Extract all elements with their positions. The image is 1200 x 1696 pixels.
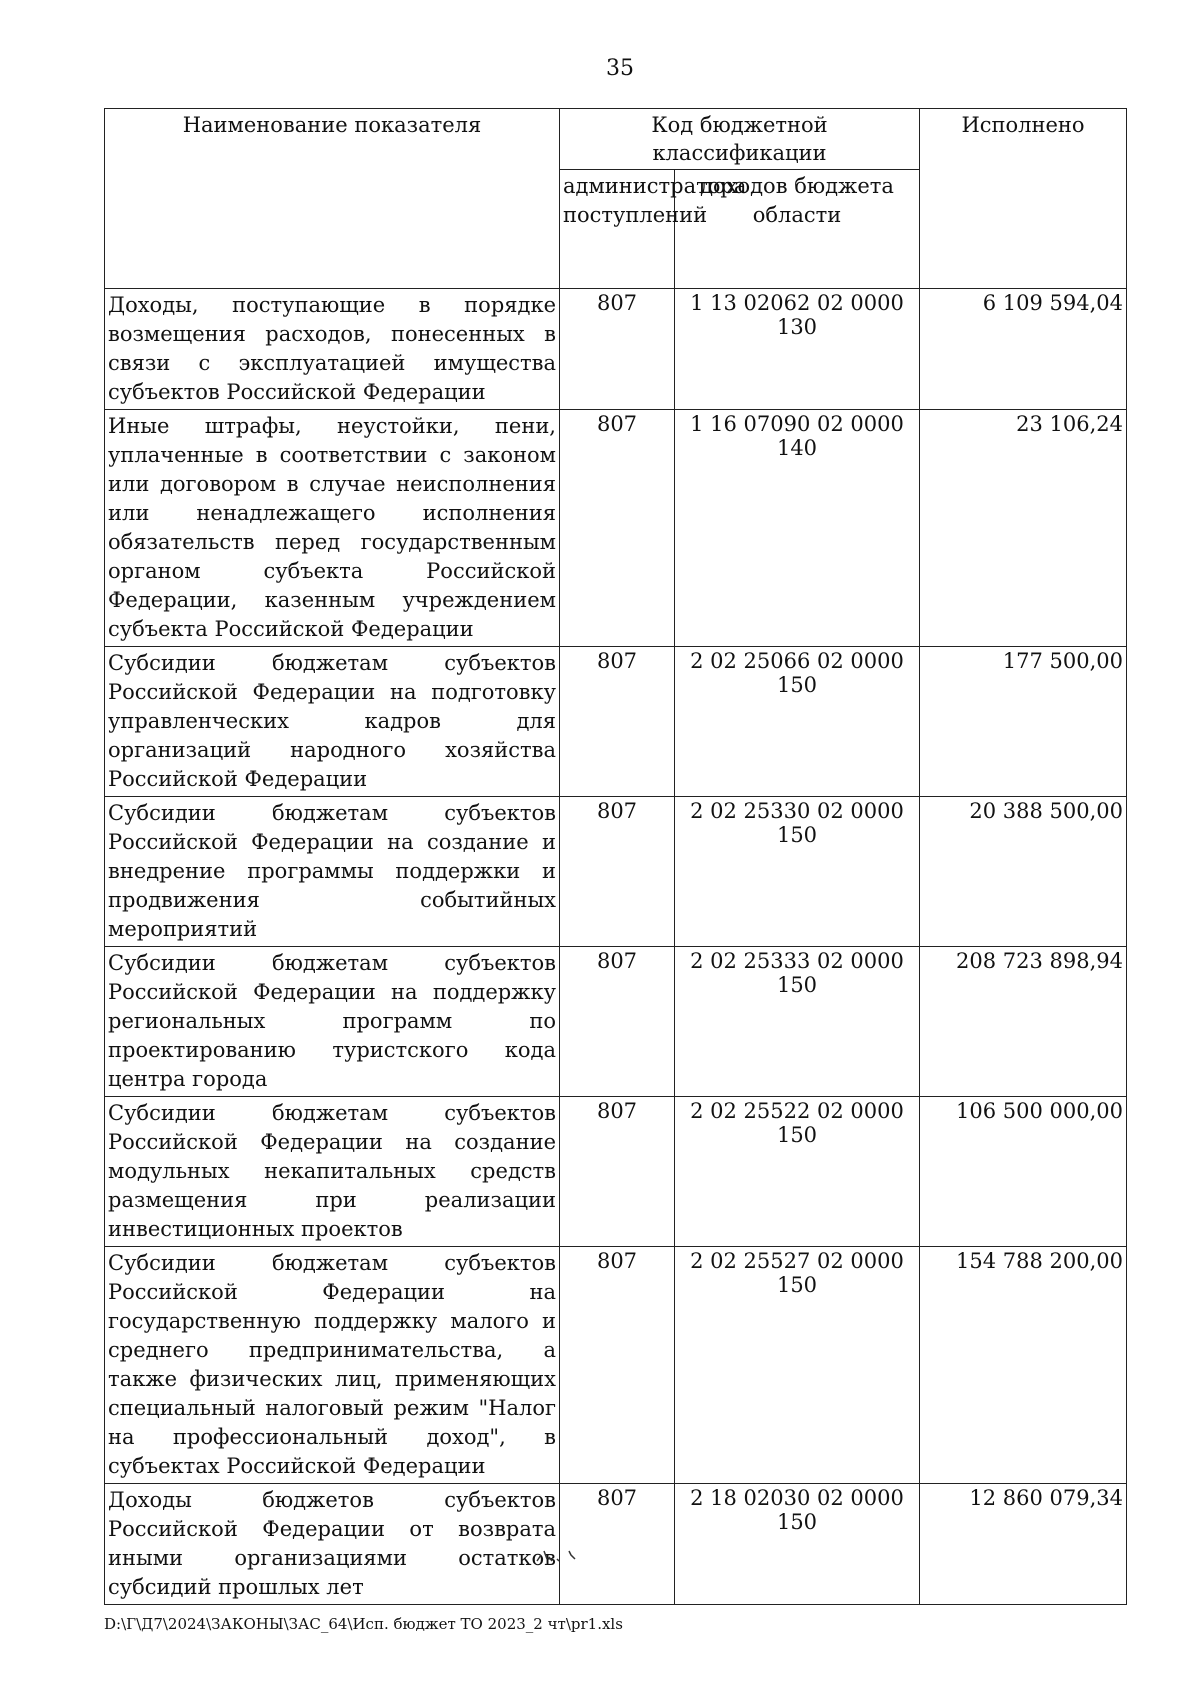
table-row — [105, 289, 1127, 410]
header-row-1 — [105, 109, 1127, 170]
header-name: Наименование показателя — [105, 109, 560, 289]
header-code-group: Код бюджетной классификации — [560, 109, 920, 170]
row-executed: 20 388 500,00 — [920, 797, 1127, 947]
page-number: 35 — [606, 56, 634, 81]
row-executed: 6 109 594,04 — [920, 289, 1127, 410]
row-admin-code: 807 — [560, 797, 675, 947]
row-executed: 23 106,24 — [920, 410, 1127, 647]
row-name: Субсидии бюджетам субъектов Российской Федерации на поддержку региональных программ по проектированию туристского кода центра города — [105, 947, 560, 1097]
budget-table — [104, 108, 1127, 1605]
row-admin-code: 807 — [560, 647, 675, 797]
table-row — [105, 797, 1127, 947]
row-income-code: 2 02 25522 02 0000 150 — [675, 1097, 920, 1247]
row-executed: 106 500 000,00 — [920, 1097, 1127, 1247]
row-admin-code: 807 — [560, 410, 675, 647]
header-executed: Исполнено — [920, 109, 1127, 289]
table-row — [105, 1484, 1127, 1605]
row-name: Иные штрафы, неустойки, пени, уплаченные в соответствии с законом или договором в случае неисполнения или ненадлежащего исполнения обязательств перед государственным органом субъекта Российской Федерации, казенным учреждением субъекта Российской Федерации — [105, 410, 560, 647]
row-name: Доходы бюджетов субъектов Российской Федерации от возврата иными организациями остатков субсидий прошлых лет — [105, 1484, 560, 1605]
row-income-code: 2 02 25330 02 0000 150 — [675, 797, 920, 947]
footer-file-path: D:\Г\Д7\2024\ЗАКОНЫ\ЗАС_64\Исп. бюджет ТО 2023_2 чт\pr1.xls — [104, 1615, 623, 1633]
row-income-code: 2 02 25527 02 0000 150 — [675, 1247, 920, 1484]
row-name: Доходы, поступающие в порядке возмещения расходов, понесенных в связи с эксплуатацией имущества субъектов Российской Федерации — [105, 289, 560, 410]
handwritten-mark — [535, 1545, 595, 1567]
row-name: Субсидии бюджетам субъектов Российской Федерации на создание и внедрение программы поддержки и продвижения событийных мероприятий — [105, 797, 560, 947]
table-row — [105, 947, 1127, 1097]
table-row — [105, 410, 1127, 647]
row-executed: 12 860 079,34 — [920, 1484, 1127, 1605]
table-row — [105, 1097, 1127, 1247]
header-admin: администратора поступлений — [560, 170, 675, 289]
row-name: Субсидии бюджетам субъектов Российской Федерации на подготовку управленческих кадров для организаций народного хозяйства Российской Федерации — [105, 647, 560, 797]
row-name: Субсидии бюджетам субъектов Российской Федерации на государственную поддержку малого и среднего предпринимательства, а также физических лиц, применяющих специальный налоговый режим "Налог на профессиональный доход", в субъектах Российской Федерации — [105, 1247, 560, 1484]
row-income-code: 2 18 02030 02 0000 150 — [675, 1484, 920, 1605]
row-executed: 154 788 200,00 — [920, 1247, 1127, 1484]
row-admin-code: 807 — [560, 289, 675, 410]
row-name: Субсидии бюджетам субъектов Российской Федерации на создание модульных некапитальных средств размещения при реализации инвестиционных проектов — [105, 1097, 560, 1247]
table-row — [105, 1247, 1127, 1484]
row-admin-code: 807 — [560, 1097, 675, 1247]
row-admin-code: 807 — [560, 1484, 675, 1605]
row-admin-code: 807 — [560, 1247, 675, 1484]
row-executed: 177 500,00 — [920, 647, 1127, 797]
row-income-code: 1 16 07090 02 0000 140 — [675, 410, 920, 647]
row-executed: 208 723 898,94 — [920, 947, 1127, 1097]
row-admin-code: 807 — [560, 947, 675, 1097]
table-row — [105, 647, 1127, 797]
row-income-code: 2 02 25066 02 0000 150 — [675, 647, 920, 797]
header-income: доходов бюджета области — [675, 170, 920, 289]
row-income-code: 2 02 25333 02 0000 150 — [675, 947, 920, 1097]
row-income-code: 1 13 02062 02 0000 130 — [675, 289, 920, 410]
